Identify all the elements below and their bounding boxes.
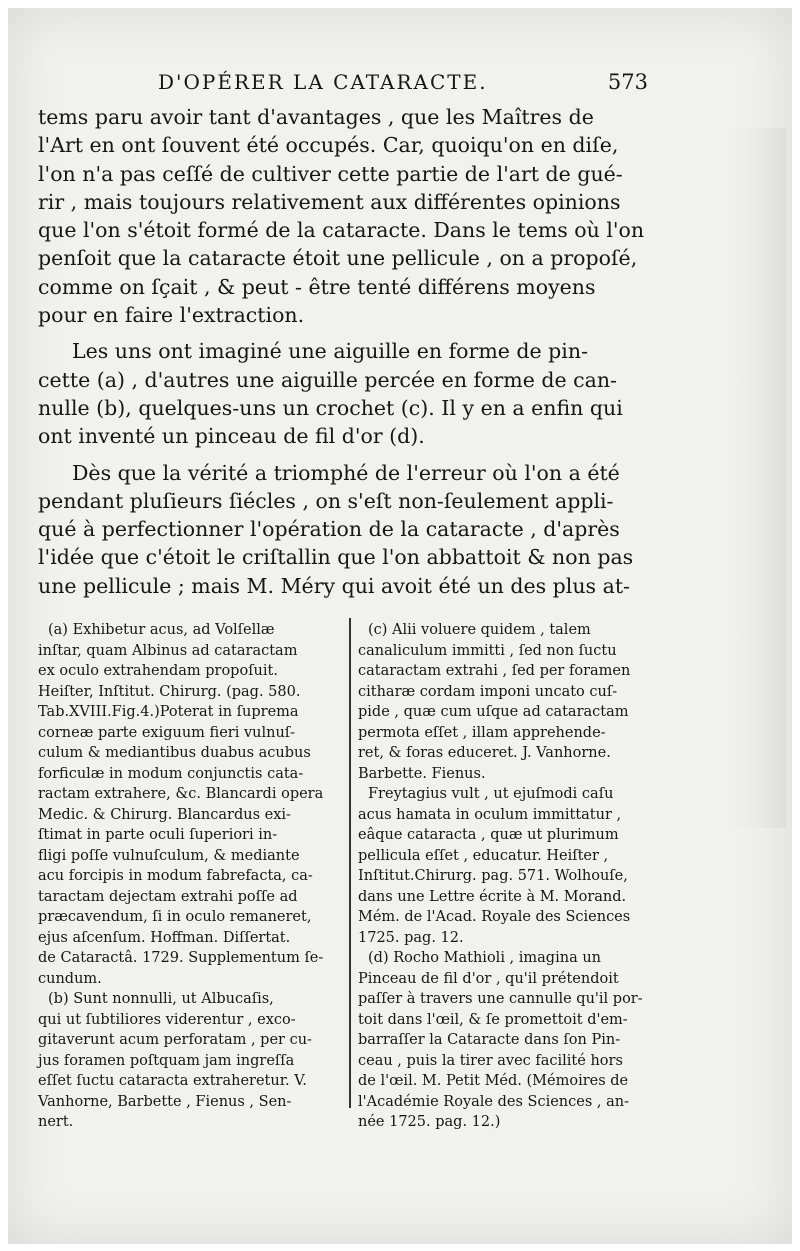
footnote-line: culum & mediantibus duabus acubus	[38, 745, 311, 761]
text-line: que l'on s'étoit formé de la cataracte. Dans le tems où l'on	[38, 218, 645, 243]
text-line: comme on ſçait , & peut - être tenté différens moyens	[38, 274, 596, 299]
running-head: D'OPÉRER LA CATARACTE.	[158, 70, 488, 94]
footnote-line: acu forcipis in modum fabrefacta, ca-	[38, 868, 313, 884]
footnote-line: Tab.XVIII.Fig.4.)Poterat in ſuprema	[38, 704, 299, 720]
footnote-line: ret, & foras educeret. J. Vanhorne.	[358, 745, 611, 761]
show-through-shadow	[726, 128, 786, 828]
footnote-line: Pinceau de fil d'or , qu'il prétendoit	[358, 970, 619, 987]
footnote-line: de l'œil. M. Petit Méd. (Mémoires de	[358, 1073, 629, 1089]
text-line: penſoit que la cataracte étoit une pellicule , on a propoſé,	[38, 246, 638, 271]
text-line: ont inventé un pinceau de fil d'or (d).	[38, 424, 425, 449]
footnote-line: Barbette. Fienus.	[358, 765, 486, 782]
footnote-line: taractam dejectam extrahi poſſe ad	[38, 888, 298, 905]
footnote-line: ractam extrahere, &c. Blancardi opera	[38, 786, 324, 802]
footnote-line: eâque cataracta , quæ ut plurimum	[358, 827, 619, 843]
footnote-line: gitaverunt acum perforatam , per cu-	[38, 1032, 312, 1048]
footnote-line: Vanhorne, Barbette , Fienus , Sen-	[38, 1093, 292, 1110]
text-line: l'idée que c'étoit le criſtallin que l'on abbattoit & non pas	[38, 545, 634, 570]
footnote-line: jus foramen poſtquam jam ingreſſa	[38, 1052, 295, 1069]
footnote-line: cundum.	[38, 970, 102, 987]
footnote-line: Medic. & Chirurg. Blancardus exi-	[38, 806, 291, 823]
text-line: rir , mais toujours relativement aux différentes opinions	[38, 189, 621, 214]
footnote-column-divider	[349, 618, 351, 1108]
footnote-line: Freytagius vult , ut ejuſmodi caſu	[368, 786, 614, 802]
footnote-line: ceau , puis la tirer avec facilité hors	[358, 1052, 623, 1069]
paragraph-start-line: Les uns ont imaginé une aiguille en forme de pin-	[72, 339, 588, 364]
footnote-line: (c) Alii voluere quidem , talem	[368, 622, 591, 638]
text-line: pendant pluſieurs ſiécles , on s'eſt non-ſeulement appli-	[38, 488, 614, 513]
footnote-line: paſſer à travers une cannulle qu'il por-	[358, 991, 643, 1007]
footnote-line: qui ut ſubtiliores viderentur , exco-	[38, 1011, 296, 1028]
main-text	[38, 103, 658, 600]
page-header	[158, 70, 648, 100]
footnote-line: barraſſer la Cataracte dans ſon Pin-	[358, 1032, 621, 1048]
footnote-line: citharæ cordam imponi uncato cuſ-	[358, 683, 618, 700]
footnote-line: née 1725. pag. 12.)	[358, 1114, 501, 1130]
text-line: une pellicule ; mais M. Méry qui avoit été un des plus at-	[38, 573, 630, 598]
text-line: nulle (b), quelques-uns un crochet (c). Il y en a enfin qui	[38, 395, 623, 420]
footnote-line: (b) Sunt nonnulli, ut Albucaſis,	[48, 991, 274, 1007]
footnote-line: Heiſter, Inſtitut. Chirurg. (pag. 580.	[38, 683, 301, 700]
footnote-line: cataractam extrahi , ſed per foramen	[358, 663, 631, 679]
text-line: qué à perfectionner l'opération de la cataracte , d'après	[38, 517, 620, 542]
footnote-line: inſtar, quam Albinus ad cataractam	[38, 642, 298, 659]
footnote-line: fligi poſſe vulnuſculum, & mediante	[38, 847, 300, 864]
page-number: 573	[607, 70, 648, 94]
footnote-line: nert.	[38, 1114, 74, 1130]
footnote-line: præcavendum, ſi in oculo remaneret,	[38, 909, 312, 925]
text-line: l'on n'a pas ceſſé de cultiver cette partie de l'art de gué-	[38, 161, 623, 186]
footnote-line: 1725. pag. 12.	[358, 929, 464, 946]
footnote-line: toit dans l'œil, & ſe promettoit d'em-	[358, 1011, 628, 1028]
footnote-line: eſſet ſuctu cataracta extraheretur. V.	[38, 1073, 307, 1089]
paragraph-start-line: Dès que la vérité a triomphé de l'erreur où l'on a été	[72, 460, 620, 485]
footnote-line: (d) Rocho Mathioli , imagina un	[368, 950, 601, 966]
footnote-line: pide , quæ cum uſque ad cataractam	[358, 704, 629, 720]
text-line: pour en faire l'extraction.	[38, 303, 305, 328]
footnote-line: pellicula eſſet , educatur. Heiſter ,	[358, 847, 609, 864]
footnote-line: Mém. de l'Acad. Royale des Sciences	[358, 909, 631, 925]
footnote-line: l'Académie Royale des Sciences , an-	[358, 1093, 629, 1110]
footnote-line: acus hamata in oculum immittatur ,	[358, 806, 622, 823]
footnotes-left-column	[38, 620, 338, 1133]
text-line: cette (a) , d'autres une aiguille percée en forme de can-	[38, 367, 617, 392]
footnotes-right-column	[358, 620, 658, 1133]
footnote-line: Inſtitut.Chirurg. pag. 571. Wolhouſe,	[358, 868, 628, 884]
footnote-line: ſtimat in parte oculi ſuperiori in-	[38, 827, 278, 843]
text-line: tems paru avoir tant d'avantages , que les Maîtres de	[38, 105, 594, 129]
footnote-line: permota eſſet , illam apprehende-	[358, 724, 606, 741]
footnote-line: canaliculum immitti , ſed non ſuctu	[358, 642, 617, 659]
text-line: l'Art en ont ſouvent été occupés. Car, quoiqu'on en diſe,	[38, 133, 619, 158]
footnote-line: de Cataractâ. 1729. Supplementum ſe-	[38, 950, 324, 966]
footnote-line: forficulæ in modum conjunctis cata-	[38, 765, 304, 782]
footnote-line: (a) Exhibetur acus, ad Volſellæ	[48, 622, 275, 638]
book-page	[8, 8, 792, 1244]
footnote-line: dans une Lettre écrite à M. Morand.	[358, 888, 627, 905]
footnote-line: ejus aſcenſum. Hoffman. Diſſertat.	[38, 929, 291, 946]
footnote-line: corneæ parte exiguum fieri vulnuſ-	[38, 724, 296, 741]
footnote-line: ex oculo extrahendam propoſuit.	[38, 663, 278, 679]
